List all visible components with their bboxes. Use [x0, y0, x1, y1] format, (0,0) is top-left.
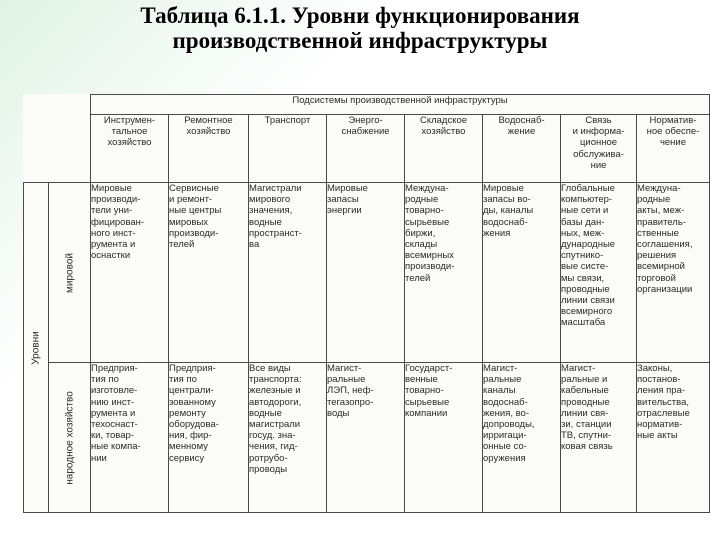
cell-line: госуд. зна- [249, 430, 296, 442]
cell-line: Государст- [405, 363, 453, 374]
cell-line: акты, меж- [637, 205, 685, 217]
cell-line: централи- [169, 385, 214, 397]
cell-line: ды, каналы [483, 205, 534, 217]
level-national [49, 363, 91, 513]
cell-line: чение [659, 137, 687, 149]
cell-line: автодороги, [249, 396, 302, 408]
table-cell [405, 183, 483, 363]
cell-line: всемирной [637, 261, 685, 273]
cell-line: правитель- [637, 216, 686, 228]
table-cell [91, 183, 169, 363]
cell-line: Энерго- [348, 115, 383, 126]
cell-line: компьютер- [561, 194, 613, 206]
cell-line: ные акты [637, 430, 678, 442]
cell-line: производи- [169, 227, 219, 239]
cell-line: техоснаст- [91, 419, 138, 431]
cell-line: водные [249, 216, 282, 228]
cell-line: магистрали [249, 419, 301, 431]
cell-line: энергии [327, 205, 362, 217]
cell-line: ные компа- [91, 441, 141, 453]
cell-line: Междуна- [405, 183, 449, 194]
cell-line: ления пра- [637, 385, 686, 397]
cell-line: сырьевые [405, 216, 450, 228]
column-header [637, 115, 710, 183]
cell-line: базы дан- [561, 216, 605, 228]
cell-line: Связь [585, 115, 612, 126]
cell-line: менному [169, 441, 208, 453]
cell-line: Норматив- [649, 115, 697, 126]
cell-line: соглашения, [637, 239, 693, 251]
cell-line: железные и [249, 385, 301, 397]
cell-line: торговой [637, 272, 676, 284]
levels-label: Уровни [30, 330, 42, 365]
cell-line: воды [327, 407, 350, 419]
cell-line: Ремонтное [184, 115, 233, 126]
cell-line: вые систе- [561, 261, 609, 273]
cell-line: телей [169, 239, 195, 251]
cell-line: тия по [169, 374, 197, 386]
cell-line: Мировые [327, 183, 368, 194]
cell-line: дународные [561, 239, 616, 251]
cell-line: производи- [91, 194, 141, 206]
cell-line: тальное [111, 126, 148, 138]
cell-line: и информа- [572, 126, 625, 138]
cell-line: ное обеспе- [646, 126, 700, 138]
column-header [327, 115, 405, 183]
cell-line: допроводы, [483, 419, 535, 431]
cell-line: каналы [483, 385, 516, 397]
cell-line: Транспорт [264, 115, 311, 126]
cell-line: запасы [327, 194, 359, 206]
column-header [561, 115, 637, 183]
cell-line: Складское [419, 115, 468, 126]
cell-line: значения, [249, 205, 293, 217]
cell-line: нию инст- [91, 396, 135, 408]
cell-line: ирригаци- [483, 430, 527, 442]
cell-line: всемирных [405, 250, 454, 262]
table-caption: Подсистемы производственной инфраструктуры [91, 95, 710, 115]
column-header [405, 115, 483, 183]
cell-line: водоснаб- [483, 216, 528, 228]
table-cell [405, 363, 483, 513]
cell-line: оружения [483, 452, 526, 464]
cell-line: ротрубо- [249, 452, 288, 464]
cell-line: сервису [169, 452, 205, 464]
table-cell [249, 363, 327, 513]
cell-line: ных, меж- [561, 227, 605, 239]
cell-line: водоснаб- [483, 396, 528, 408]
cell-line: хозяйство [186, 126, 231, 138]
cell-line: Магистрали [249, 183, 302, 194]
cell-line: решения [637, 250, 677, 262]
table-cell [169, 363, 249, 513]
cell-line: Магист- [327, 363, 362, 374]
page-title [60, 3, 660, 53]
cell-line: зованному [169, 396, 216, 408]
cell-line: чения, гид- [249, 441, 298, 453]
table-cell [561, 363, 637, 513]
cell-line: проводные [561, 283, 610, 295]
cell-line: сырьевые [405, 396, 450, 408]
cell-line: постанов- [637, 374, 681, 386]
cell-line: телей [405, 272, 431, 284]
cell-line: запасы во- [483, 194, 531, 206]
cell-line: мирового [249, 194, 291, 206]
cell-line: производи- [405, 261, 455, 273]
cell-line: ные центры [169, 205, 222, 217]
table-cell [483, 363, 561, 513]
cell-line: изготовле- [91, 385, 138, 397]
cell-line: ного инст- [91, 227, 136, 239]
cell-line: Водоснаб- [498, 115, 545, 126]
cell-line: мы связи, [561, 272, 605, 284]
cell-line: ральные [327, 374, 366, 386]
cell-line: водные [249, 407, 282, 419]
cell-line: Междуна- [637, 183, 681, 194]
cell-line: и ремонт- [169, 194, 213, 206]
table-cell [327, 363, 405, 513]
cell-line: товарно- [405, 205, 444, 217]
levels-label-cell [24, 183, 49, 513]
cell-line: Магист- [561, 363, 596, 374]
cell-line: Предприя- [91, 363, 138, 374]
cell-line: всемирного [561, 306, 613, 318]
table-cell [637, 183, 710, 363]
cell-line: биржи, [405, 227, 436, 239]
cell-line: ние [590, 159, 607, 171]
cell-line: Сервисные [169, 183, 219, 194]
corner-blank [24, 115, 91, 183]
level-world [49, 183, 91, 363]
cell-line: румента и [91, 239, 136, 251]
cell-line: ственные [637, 227, 679, 239]
column-header [249, 115, 327, 183]
cell-line: онные со- [483, 441, 527, 453]
cell-line: родные [405, 194, 439, 206]
cell-line: проводные [561, 396, 610, 408]
cell-line: ТВ, спутни- [561, 430, 612, 442]
cell-line: хозяйство [421, 126, 466, 138]
cell-line: румента и [91, 407, 136, 419]
cell-line: Законы, [637, 363, 673, 374]
cell-line: ральные [483, 374, 522, 386]
cell-line: транспорта: [249, 374, 302, 386]
cell-line: Все виды [249, 363, 291, 374]
cell-line: фицирован- [91, 216, 145, 228]
table-cell [561, 183, 637, 363]
cell-line: ки, товар- [91, 430, 134, 442]
cell-line: жения, во- [483, 407, 530, 419]
cell-line: Мировые [483, 183, 524, 194]
cell-line: товарно- [405, 385, 444, 397]
cell-line: мировых [169, 216, 209, 228]
cell-line: тия по [91, 374, 119, 386]
cell-line: компании [405, 407, 448, 419]
cell-line: жения [483, 227, 511, 239]
cell-line: отраслевые [637, 407, 690, 419]
cell-line: склады [405, 239, 438, 251]
cell-line: ционное [579, 137, 618, 149]
cell-line: тегазопро- [327, 396, 374, 408]
cell-line: спутнико- [561, 250, 604, 262]
cell-line: жение [507, 126, 536, 138]
cell-line: зи, станции [561, 419, 612, 431]
cell-line: Глобальные [561, 183, 615, 194]
table-cell [483, 183, 561, 363]
table-cell [249, 183, 327, 363]
cell-line: пространст- [249, 227, 302, 239]
cell-line: ЛЭП, неф- [327, 385, 374, 397]
cell-line: хозяйство [107, 137, 152, 149]
cell-line: обслужива- [573, 148, 624, 160]
cell-line: оборудова- [169, 419, 219, 431]
cell-line: родные [637, 194, 671, 206]
cell-line: снабжение [341, 126, 390, 138]
cell-line: кабельные [561, 385, 609, 397]
cell-line: Магист- [483, 363, 518, 374]
column-header [483, 115, 561, 183]
cell-line: Инструмен- [103, 115, 156, 126]
cell-line: ва [249, 239, 260, 251]
cell-line: норматив- [637, 419, 683, 431]
cell-line: масштаба [561, 317, 606, 329]
corner-blank [24, 95, 91, 115]
table-cell [169, 183, 249, 363]
cell-line: организации [637, 283, 693, 295]
cell-line: ковая связь [561, 441, 613, 453]
table-cell [91, 363, 169, 513]
cell-line: Предприя- [169, 363, 216, 374]
cell-line: линии свя- [561, 407, 609, 419]
infrastructure-table [23, 94, 710, 513]
cell-line: ремонту [169, 407, 206, 419]
cell-line: линии связи [561, 295, 615, 307]
level-label: народное хозяйство [63, 390, 75, 485]
level-label: мировой [63, 252, 75, 293]
cell-line: оснастки [91, 250, 131, 262]
cell-line: ные сети и [561, 205, 609, 217]
title-line-1: Таблица 6.1.1. Уровни функционирования [140, 3, 580, 28]
table-cell [327, 183, 405, 363]
cell-line: нии [91, 452, 107, 464]
title-line-2: производственной инфраструктуры [172, 28, 548, 53]
cell-line: ральные и [561, 374, 608, 386]
cell-line: проводы [249, 463, 288, 475]
column-header [91, 115, 169, 183]
cell-line: тели уни- [91, 205, 133, 217]
table-cell [637, 363, 710, 513]
column-header [169, 115, 249, 183]
cell-line: вительства, [637, 396, 690, 408]
cell-line: Мировые [91, 183, 132, 194]
cell-line: ния, фир- [169, 430, 212, 442]
cell-line: венные [405, 374, 438, 386]
